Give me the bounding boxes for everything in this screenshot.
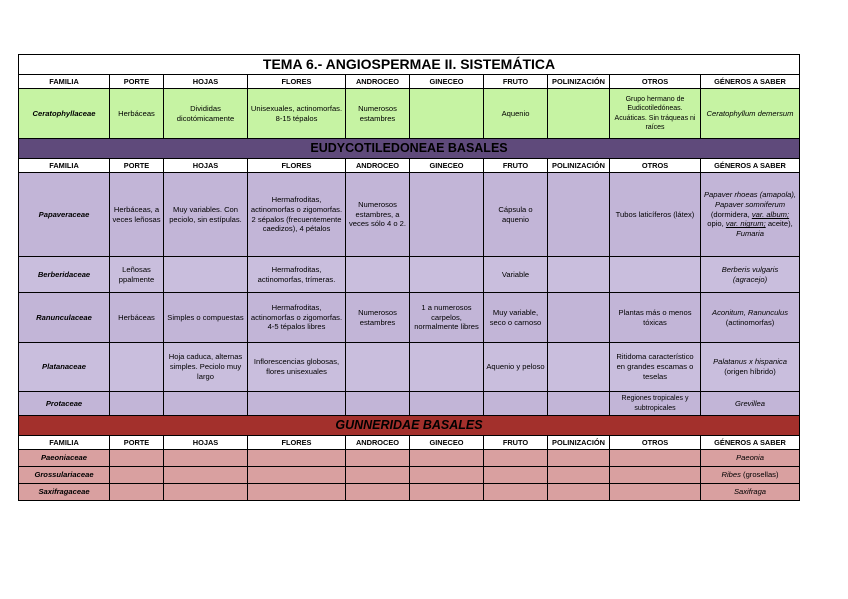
header-androceo: ANDROCEO (346, 159, 410, 173)
empty-cell (484, 467, 548, 484)
table-row (19, 173, 800, 257)
header-hojas: HOJAS (164, 159, 248, 173)
porte-cell (110, 343, 164, 392)
table-row (19, 392, 800, 416)
header-otros: OTROS (610, 159, 701, 173)
fruto-cell: Variable (484, 257, 548, 293)
empty-cell (110, 484, 164, 501)
genus-note: opio, (707, 219, 724, 229)
generos-cell (701, 343, 800, 392)
generos-cell (701, 257, 800, 293)
familia-cell: Ceratophyllaceae (19, 89, 110, 139)
variety-name: var. album; (751, 209, 790, 219)
header-row (19, 436, 800, 450)
generos-cell (701, 467, 800, 484)
flores-cell: Hermafroditas, actinomorfas o zigomorfas. 4-5 tépalos libres (248, 293, 346, 343)
familia-cell: Papaveraceae (19, 173, 110, 257)
header-gineceo: GINECEO (410, 436, 484, 450)
generos-cell: Saxifraga (701, 484, 800, 501)
table-row (19, 467, 800, 484)
empty-cell (248, 467, 346, 484)
empty-cell (346, 484, 410, 501)
flores-cell: Unisexuales, actinomorfas. 8-15 tépalos (248, 89, 346, 139)
androceo-cell (346, 392, 410, 416)
androceo-cell: Numerosos estambres, a veces sólo 4 o 2. (346, 173, 410, 257)
gineceo-cell (410, 257, 484, 293)
header-otros: OTROS (610, 436, 701, 450)
header-generos: GÉNEROS A SABER (701, 75, 800, 89)
generos-cell: Paeonia (701, 450, 800, 467)
header-gineceo: GINECEO (410, 159, 484, 173)
header-polinizacion: POLINIZACIÓN (548, 159, 610, 173)
fruto-cell: Muy variable, seco o carnoso (484, 293, 548, 343)
porte-cell (110, 392, 164, 416)
fruto-cell: Aquenio y peloso (484, 343, 548, 392)
header-familia: FAMILIA (19, 436, 110, 450)
table-row (19, 343, 800, 392)
hojas-cell: Hoja caduca, alternas simples. Peciolo muy largo (164, 343, 248, 392)
header-flores: FLORES (248, 159, 346, 173)
otros-cell: Tubos laticíferos (látex) (610, 173, 701, 257)
empty-cell (164, 484, 248, 501)
gineceo-cell (410, 343, 484, 392)
empty-cell (110, 450, 164, 467)
flores-cell: Hermafroditas, actinomorfas, trímeras. (248, 257, 346, 293)
generos-cell: Grevillea (701, 392, 800, 416)
empty-cell (346, 450, 410, 467)
polinizacion-cell (548, 173, 610, 257)
otros-cell: Regiones tropicales y subtropicales (610, 392, 701, 416)
hojas-cell: Divididas dicotómicamente (164, 89, 248, 139)
header-porte: PORTE (110, 436, 164, 450)
androceo-cell (346, 343, 410, 392)
polinizacion-cell (548, 89, 610, 139)
header-hojas: HOJAS (164, 75, 248, 89)
genus-name: Fumaria (736, 229, 764, 239)
empty-cell (110, 467, 164, 484)
header-familia: FAMILIA (19, 159, 110, 173)
header-polinizacion: POLINIZACIÓN (548, 436, 610, 450)
empty-cell (610, 467, 701, 484)
genus-note: (actinomorfas) (725, 317, 775, 327)
androceo-cell: Numerosos estambres (346, 89, 410, 139)
header-androceo: ANDROCEO (346, 75, 410, 89)
header-row (19, 75, 800, 89)
familia-cell: Berberidaceae (19, 257, 110, 293)
genus-name: (amapola), Papaver somniferum (714, 189, 797, 209)
genus-note: aceite), (767, 219, 793, 229)
empty-cell (164, 450, 248, 467)
genus-name: Ribes (721, 470, 741, 480)
genus-note: (agracejo) (732, 274, 768, 284)
empty-cell (410, 467, 484, 484)
gineceo-cell (410, 392, 484, 416)
familia-cell: Paeoniaceae (19, 450, 110, 467)
table-row (19, 89, 800, 139)
genus-note: (origen híbrido) (724, 367, 776, 376)
header-porte: PORTE (110, 159, 164, 173)
header-hojas: HOJAS (164, 436, 248, 450)
header-fruto: FRUTO (484, 159, 548, 173)
genus-name: Palatanus x hispanica (713, 357, 787, 367)
gineceo-cell (410, 173, 484, 257)
otros-cell: Ritidoma característico en grandes escamas o teselas (610, 343, 701, 392)
header-flores: FLORES (248, 75, 346, 89)
systematics-table (18, 54, 800, 501)
header-androceo: ANDROCEO (346, 436, 410, 450)
familia-cell: Platanaceae (19, 343, 110, 392)
familia-cell: Saxifragaceae (19, 484, 110, 501)
empty-cell (248, 484, 346, 501)
header-row (19, 159, 800, 173)
header-polinizacion: POLINIZACIÓN (548, 75, 610, 89)
fruto-cell: Aquenio (484, 89, 548, 139)
header-porte: PORTE (110, 75, 164, 89)
gineceo-cell: 1 a numerosos carpelos, normalmente libres (410, 293, 484, 343)
table-row (19, 293, 800, 343)
porte-cell: Herbáceas (110, 293, 164, 343)
empty-cell (484, 484, 548, 501)
porte-cell: Herbáceas (110, 89, 164, 139)
header-gineceo: GINECEO (410, 75, 484, 89)
empty-cell (484, 450, 548, 467)
header-fruto: FRUTO (484, 75, 548, 89)
generos-cell: Ceratophyllum demersum (701, 89, 800, 139)
fruto-cell: Cápsula o aquenio (484, 173, 548, 257)
empty-cell (410, 450, 484, 467)
empty-cell (610, 450, 701, 467)
otros-cell: Grupo hermano de Eudicotiledóneas. Acuáticas. Sin tráqueas ni raíces (610, 89, 701, 139)
flores-cell (248, 392, 346, 416)
hojas-cell: Simples o compuestas (164, 293, 248, 343)
variety-name: var. nigrum; (725, 219, 766, 229)
familia-cell: Ranunculaceae (19, 293, 110, 343)
genus-name: Papaver rhoeas (703, 189, 758, 199)
header-otros: OTROS (610, 75, 701, 89)
otros-cell: Plantas más o menos tóxicas (610, 293, 701, 343)
table-row (19, 484, 800, 501)
genus-note: (grosellas) (740, 470, 779, 480)
otros-cell (610, 257, 701, 293)
header-fruto: FRUTO (484, 436, 548, 450)
fruto-cell (484, 392, 548, 416)
empty-cell (548, 467, 610, 484)
empty-cell (548, 450, 610, 467)
hojas-cell (164, 257, 248, 293)
header-flores: FLORES (248, 436, 346, 450)
generos-cell (701, 293, 800, 343)
generos-cell (701, 173, 800, 257)
polinizacion-cell (548, 343, 610, 392)
empty-cell (346, 467, 410, 484)
header-familia: FAMILIA (19, 75, 110, 89)
familia-cell: Grossulariaceae (19, 467, 110, 484)
androceo-cell (346, 257, 410, 293)
empty-cell (248, 450, 346, 467)
empty-cell (410, 484, 484, 501)
polinizacion-cell (548, 392, 610, 416)
polinizacion-cell (548, 257, 610, 293)
genus-note: (dormidera, (710, 209, 750, 219)
flores-cell: Inflorescencias globosas, flores unisexuales (248, 343, 346, 392)
hojas-cell (164, 392, 248, 416)
empty-cell (164, 467, 248, 484)
genus-name: Aconitum, Ranunculus (712, 307, 788, 317)
empty-cell (548, 484, 610, 501)
porte-cell: Herbáceas, a veces leñosas (110, 173, 164, 257)
flores-cell: Hermafroditas, actinomorfas o zigomorfas. 2 sépalos (frecuentemente caedizos), 4 pétalos (248, 173, 346, 257)
genus-name: Berberis vulgaris (721, 264, 779, 274)
section-title-eudicots: EUDYCOTILEDONEAE BASALES (19, 139, 800, 159)
hojas-cell: Muy variables. Con peciolo, sin estípulas. (164, 173, 248, 257)
header-generos: GÉNEROS A SABER (701, 159, 800, 173)
header-generos: GÉNEROS A SABER (701, 436, 800, 450)
section-title-gunneridae: GUNNERIDAE BASALES (19, 416, 800, 436)
polinizacion-cell (548, 293, 610, 343)
androceo-cell: Numerosos estambres (346, 293, 410, 343)
gineceo-cell (410, 89, 484, 139)
table-title: TEMA 6.- ANGIOSPERMAE II. SISTEMÁTICA (19, 55, 800, 75)
porte-cell: Leñosas ppalmente (110, 257, 164, 293)
empty-cell (610, 484, 701, 501)
familia-cell: Protaceae (19, 392, 110, 416)
table-row (19, 450, 800, 467)
table-row (19, 257, 800, 293)
